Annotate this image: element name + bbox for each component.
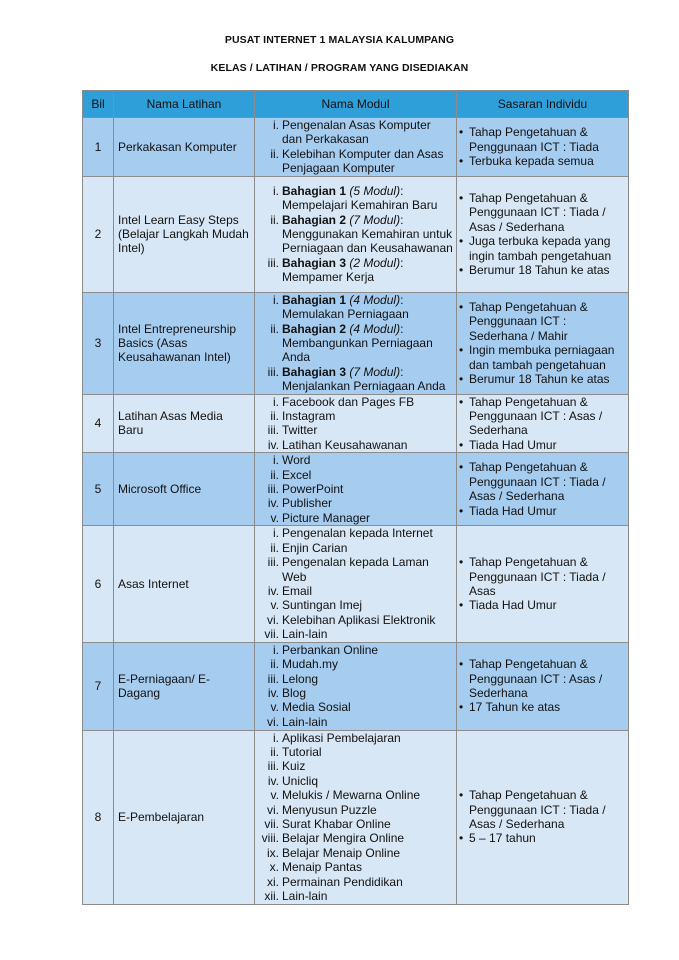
module-number: viii. bbox=[261, 831, 279, 846]
module-number: iv. bbox=[267, 773, 279, 788]
module-item bbox=[257, 686, 454, 700]
module-description: : Membangunkan Perniagaan Anda bbox=[282, 321, 433, 365]
target-item bbox=[459, 831, 626, 845]
module-item bbox=[257, 627, 454, 641]
table-row bbox=[83, 642, 629, 730]
bullet-icon: • bbox=[459, 831, 464, 846]
module-number: ii. bbox=[270, 745, 279, 759]
module-text bbox=[282, 365, 454, 394]
module-text: Pengenalan kepada Laman Web bbox=[282, 555, 429, 584]
module-count: (7 Modul) bbox=[349, 364, 401, 379]
target-text: 17 Tahun ke atas bbox=[469, 700, 561, 715]
target-item bbox=[459, 700, 626, 714]
target-list bbox=[459, 788, 626, 846]
module-text bbox=[282, 184, 454, 213]
module-text: Menaip Pantas bbox=[282, 860, 363, 875]
module-list bbox=[257, 453, 454, 525]
target-item bbox=[459, 395, 626, 438]
header-bil: Bil bbox=[83, 91, 114, 118]
module-item bbox=[257, 831, 454, 845]
target-list bbox=[459, 191, 626, 277]
module-section-label: Bahagian 1 bbox=[282, 292, 347, 307]
target-item bbox=[459, 788, 626, 831]
module-text: Tutorial bbox=[282, 745, 322, 759]
module-item bbox=[257, 293, 454, 322]
nama-modul-cell bbox=[255, 118, 457, 177]
module-description: : Menggunakan Kemahiran untuk Perniagaan dan Keusahawanan bbox=[282, 212, 453, 256]
nama-latihan-cell: E-Perniagaan/ E-Dagang bbox=[114, 642, 255, 730]
module-item bbox=[257, 511, 454, 525]
nama-latihan-cell: Intel Entrepreneurship Basics (Asas Keusahawanan Intel) bbox=[114, 292, 255, 394]
module-item bbox=[257, 860, 454, 874]
module-item bbox=[257, 745, 454, 759]
module-number: i. bbox=[273, 292, 279, 307]
module-text: Facebook dan Pages FB bbox=[282, 394, 415, 409]
module-description: : Menjalankan Perniagaan Anda bbox=[282, 364, 446, 394]
module-text: Unicliq bbox=[282, 773, 319, 788]
bullet-icon: • bbox=[459, 598, 464, 613]
sasaran-individu-cell bbox=[457, 642, 629, 730]
module-number: ii. bbox=[270, 467, 279, 482]
module-text: Enjin Carian bbox=[282, 540, 348, 555]
module-number: i. bbox=[273, 730, 279, 745]
sasaran-individu-cell bbox=[457, 394, 629, 453]
bullet-icon: • bbox=[459, 343, 464, 358]
target-list bbox=[459, 460, 626, 518]
target-text: Tahap Pengetahuan & Penggunaan ICT : Asas / Sederhana bbox=[469, 657, 603, 701]
module-text: Excel bbox=[282, 467, 312, 482]
module-number: iii. bbox=[267, 364, 279, 379]
sasaran-individu-cell bbox=[457, 526, 629, 642]
sasaran-individu-cell bbox=[457, 118, 629, 177]
target-item bbox=[459, 343, 626, 372]
module-item bbox=[257, 643, 454, 657]
module-text: Aplikasi Pembelajaran bbox=[282, 730, 401, 745]
bil-cell: 6 bbox=[83, 526, 114, 642]
bullet-icon: • bbox=[459, 125, 464, 140]
bil-cell: 5 bbox=[83, 453, 114, 526]
module-item bbox=[257, 731, 454, 745]
module-list bbox=[257, 293, 454, 394]
bil-cell: 1 bbox=[83, 118, 114, 177]
target-item bbox=[459, 555, 626, 598]
module-item bbox=[257, 453, 454, 467]
bil-cell: 3 bbox=[83, 292, 114, 394]
module-number: i. bbox=[273, 183, 279, 198]
module-section-label: Bahagian 2 bbox=[282, 212, 347, 227]
module-text: Picture Manager bbox=[282, 510, 371, 525]
nama-modul-cell bbox=[255, 642, 457, 730]
module-text: Publisher bbox=[282, 496, 333, 511]
module-text: Mudah.my bbox=[282, 657, 339, 672]
target-item bbox=[459, 263, 626, 277]
target-item bbox=[459, 372, 626, 386]
target-item bbox=[459, 460, 626, 503]
module-item bbox=[257, 541, 454, 555]
module-count: (7 Modul) bbox=[349, 212, 401, 227]
bil-cell: 7 bbox=[83, 642, 114, 730]
target-text: Tiada Had Umur bbox=[469, 503, 557, 518]
target-text: Berumur 18 Tahun ke atas bbox=[469, 371, 610, 386]
module-number: v. bbox=[270, 700, 279, 715]
table-row bbox=[83, 730, 629, 904]
module-number: xi. bbox=[267, 874, 279, 889]
nama-latihan-cell: Intel Learn Easy Steps (Belajar Langkah Mudah Intel) bbox=[114, 176, 255, 292]
module-item bbox=[257, 715, 454, 729]
module-number: iii. bbox=[267, 255, 279, 270]
module-number: iii. bbox=[267, 759, 279, 774]
module-number: iv. bbox=[267, 686, 279, 701]
module-item bbox=[257, 423, 454, 437]
bullet-icon: • bbox=[459, 555, 464, 570]
module-text: Word bbox=[282, 453, 311, 468]
target-item bbox=[459, 154, 626, 168]
module-text: Lain-lain bbox=[282, 627, 328, 642]
document-subtitle: KELAS / LATIHAN / PROGRAM YANG DISEDIAKAN bbox=[210, 62, 469, 74]
module-text: Latihan Keusahawanan bbox=[282, 437, 408, 452]
target-item bbox=[459, 504, 626, 518]
target-text: Tiada Had Umur bbox=[469, 437, 557, 452]
module-item bbox=[257, 788, 454, 802]
module-text: Kelebihan Aplikasi Elektronik bbox=[282, 612, 436, 627]
bullet-icon: • bbox=[459, 503, 464, 518]
module-number: iii. bbox=[267, 555, 279, 570]
sasaran-individu-cell bbox=[457, 730, 629, 904]
nama-modul-cell bbox=[255, 176, 457, 292]
table-row bbox=[83, 118, 629, 177]
module-text: Kuiz bbox=[282, 759, 306, 774]
module-number: vi. bbox=[267, 714, 279, 729]
module-text: Belajar Menaip Online bbox=[282, 845, 401, 860]
module-text: Instagram bbox=[282, 409, 336, 424]
module-list bbox=[257, 118, 454, 176]
module-count: (5 Modul) bbox=[349, 183, 401, 198]
module-text: Twitter bbox=[282, 423, 318, 438]
bullet-icon: • bbox=[459, 190, 464, 205]
module-section-label: Bahagian 3 bbox=[282, 255, 347, 270]
module-number: vi. bbox=[267, 612, 279, 627]
sasaran-individu-cell bbox=[457, 292, 629, 394]
module-item bbox=[257, 803, 454, 817]
table-row bbox=[83, 453, 629, 526]
module-number: i. bbox=[273, 526, 279, 541]
module-number: x. bbox=[269, 860, 279, 875]
nama-modul-cell bbox=[255, 526, 457, 642]
module-number: vii. bbox=[264, 627, 279, 642]
target-item bbox=[459, 657, 626, 700]
target-list bbox=[459, 125, 626, 168]
module-number: ii. bbox=[270, 321, 279, 336]
module-item bbox=[257, 875, 454, 889]
module-text bbox=[282, 256, 454, 285]
module-text: Blog bbox=[282, 686, 307, 701]
module-item bbox=[257, 438, 454, 452]
nama-latihan-cell: Perkakasan Komputer bbox=[114, 118, 255, 177]
target-list bbox=[459, 395, 626, 453]
nama-modul-cell bbox=[255, 453, 457, 526]
bullet-icon: • bbox=[459, 234, 464, 249]
module-text: Kelebihan Komputer dan Asas Penjagaan Komputer bbox=[282, 146, 444, 176]
module-text: Pengenalan kepada Internet bbox=[282, 526, 433, 541]
module-text: Media Sosial bbox=[282, 700, 351, 715]
bullet-icon: • bbox=[459, 299, 464, 314]
module-number: i. bbox=[273, 394, 279, 409]
target-text: Terbuka kepada semua bbox=[469, 154, 594, 169]
target-item bbox=[459, 125, 626, 154]
module-item bbox=[257, 147, 454, 176]
target-text: Tahap Pengetahuan & Penggunaan ICT : Tiada / Asas bbox=[469, 555, 606, 598]
table-header-row bbox=[83, 91, 629, 118]
module-number: iii. bbox=[267, 423, 279, 438]
nama-latihan-cell: Asas Internet bbox=[114, 526, 255, 642]
module-text: Belajar Mengira Online bbox=[282, 831, 405, 846]
target-text: Tahap Pengetahuan & Penggunaan ICT : Tiada / Asas / Sederhana bbox=[469, 190, 606, 234]
module-text bbox=[282, 293, 454, 322]
module-text: Lain-lain bbox=[282, 714, 328, 729]
table-row bbox=[83, 394, 629, 453]
module-list bbox=[257, 184, 454, 285]
module-number: xii. bbox=[264, 889, 279, 904]
module-text: Lelong bbox=[282, 671, 319, 686]
module-item bbox=[257, 700, 454, 714]
bullet-icon: • bbox=[459, 700, 464, 715]
target-text: 5 – 17 tahun bbox=[469, 831, 536, 846]
nama-latihan-cell: Microsoft Office bbox=[114, 453, 255, 526]
module-item bbox=[257, 118, 454, 147]
target-text: Tahap Pengetahuan & Penggunaan ICT : Tiada / Asas / Sederhana bbox=[469, 788, 606, 832]
bil-cell: 2 bbox=[83, 176, 114, 292]
module-item bbox=[257, 184, 454, 213]
table-row bbox=[83, 292, 629, 394]
target-list bbox=[459, 555, 626, 613]
module-text bbox=[282, 213, 454, 256]
document-title: PUSAT INTERNET 1 MALAYSIA KALUMPANG bbox=[224, 34, 455, 46]
bullet-icon: • bbox=[459, 394, 464, 409]
module-number: v. bbox=[270, 598, 279, 613]
module-text: Lain-lain bbox=[282, 889, 328, 904]
course-table bbox=[82, 90, 629, 905]
module-text: Menyusun Puzzle bbox=[282, 802, 377, 817]
bil-cell: 8 bbox=[83, 730, 114, 904]
module-description: : Mempelajari Kemahiran Baru bbox=[282, 183, 438, 213]
module-description: : Mempamer Kerja bbox=[282, 255, 404, 285]
module-number: v. bbox=[270, 788, 279, 803]
module-count: (2 Modul) bbox=[349, 255, 401, 270]
bullet-icon: • bbox=[459, 437, 464, 452]
target-item bbox=[459, 191, 626, 234]
module-list bbox=[257, 643, 454, 729]
module-item bbox=[257, 613, 454, 627]
module-number: ii. bbox=[270, 409, 279, 424]
nama-modul-cell bbox=[255, 394, 457, 453]
module-item bbox=[257, 322, 454, 365]
module-item bbox=[257, 526, 454, 540]
nama-latihan-cell: Latihan Asas Media Baru bbox=[114, 394, 255, 453]
module-number: i. bbox=[273, 453, 279, 468]
module-number: ii. bbox=[270, 657, 279, 672]
sasaran-individu-cell bbox=[457, 176, 629, 292]
nama-modul-cell bbox=[255, 292, 457, 394]
module-item bbox=[257, 584, 454, 598]
module-number: ii. bbox=[270, 212, 279, 227]
module-section-label: Bahagian 2 bbox=[282, 321, 347, 336]
module-text: PowerPoint bbox=[282, 482, 344, 497]
module-list bbox=[257, 526, 454, 641]
module-description: : Memulakan Perniagaan bbox=[282, 292, 409, 322]
module-item bbox=[257, 759, 454, 773]
header-sasaran-individu: Sasaran Individu bbox=[457, 91, 629, 118]
module-section-label: Bahagian 1 bbox=[282, 183, 347, 198]
module-number: iv. bbox=[267, 583, 279, 598]
target-item bbox=[459, 598, 626, 612]
module-list bbox=[257, 395, 454, 453]
module-item bbox=[257, 213, 454, 256]
header-nama-latihan: Nama Latihan bbox=[114, 91, 255, 118]
module-number: vii. bbox=[264, 817, 279, 832]
bullet-icon: • bbox=[459, 262, 464, 277]
module-text: Suntingan Imej bbox=[282, 598, 363, 613]
module-item bbox=[257, 889, 454, 903]
bullet-icon: • bbox=[459, 154, 464, 169]
target-text: Tiada Had Umur bbox=[469, 598, 557, 613]
bullet-icon: • bbox=[459, 788, 464, 803]
module-item bbox=[257, 598, 454, 612]
target-list bbox=[459, 657, 626, 715]
header-nama-modul: Nama Modul bbox=[255, 91, 457, 118]
target-item bbox=[459, 438, 626, 452]
module-number: iii. bbox=[267, 671, 279, 686]
module-item bbox=[257, 409, 454, 423]
module-number: ii. bbox=[270, 146, 279, 161]
module-text: Surat Khabar Online bbox=[282, 817, 391, 832]
module-item bbox=[257, 817, 454, 831]
module-number: i. bbox=[273, 642, 279, 657]
bullet-icon: • bbox=[459, 371, 464, 386]
target-text: Tahap Pengetahuan & Penggunaan ICT : Asas / Sederhana bbox=[469, 394, 603, 438]
module-list bbox=[257, 731, 454, 904]
module-text: Email bbox=[282, 583, 313, 598]
module-text: Melukis / Mewarna Online bbox=[282, 788, 421, 803]
module-item bbox=[257, 365, 454, 394]
target-text: Tahap Pengetahuan & Penggunaan ICT : Sederhana / Mahir bbox=[469, 299, 588, 343]
module-item bbox=[257, 672, 454, 686]
module-item bbox=[257, 256, 454, 285]
module-number: v. bbox=[270, 510, 279, 525]
module-text: Permainan Pendidikan bbox=[282, 874, 403, 889]
module-number: vi. bbox=[267, 802, 279, 817]
table-row bbox=[83, 176, 629, 292]
target-text: Tahap Pengetahuan & Penggunaan ICT : Tiada bbox=[469, 125, 599, 154]
module-number: ix. bbox=[267, 845, 279, 860]
target-text: Tahap Pengetahuan & Penggunaan ICT : Tiada / Asas / Sederhana bbox=[469, 460, 606, 504]
target-item bbox=[459, 234, 626, 263]
bullet-icon: • bbox=[459, 460, 464, 475]
module-number: ii. bbox=[270, 540, 279, 555]
sasaran-individu-cell bbox=[457, 453, 629, 526]
target-text: Ingin membuka perniagaan dan tambah pengetahuan bbox=[469, 343, 615, 372]
target-text: Berumur 18 Tahun ke atas bbox=[469, 262, 610, 277]
module-text: Pengenalan Asas Komputer dan Perkakasan bbox=[282, 118, 431, 147]
module-item bbox=[257, 774, 454, 788]
module-item bbox=[257, 657, 454, 671]
table-row bbox=[83, 526, 629, 642]
module-count: (4 Modul) bbox=[349, 292, 401, 307]
target-item bbox=[459, 300, 626, 343]
table-body bbox=[83, 118, 629, 905]
nama-latihan-cell: E-Pembelajaran bbox=[114, 730, 255, 904]
module-text: Perbankan Online bbox=[282, 642, 379, 657]
bullet-icon: • bbox=[459, 657, 464, 672]
target-list bbox=[459, 300, 626, 386]
module-number: iv. bbox=[267, 437, 279, 452]
module-number: iii. bbox=[267, 482, 279, 497]
module-section-label: Bahagian 3 bbox=[282, 364, 347, 379]
module-item bbox=[257, 846, 454, 860]
module-number: iv. bbox=[267, 496, 279, 511]
module-item bbox=[257, 395, 454, 409]
bil-cell: 4 bbox=[83, 394, 114, 453]
module-text bbox=[282, 322, 454, 365]
target-text: Juga terbuka kepada yang ingin tambah pengetahuan bbox=[469, 234, 612, 263]
module-count: (4 Modul) bbox=[349, 321, 401, 336]
module-item bbox=[257, 468, 454, 482]
nama-modul-cell bbox=[255, 730, 457, 904]
module-item bbox=[257, 482, 454, 496]
module-item bbox=[257, 496, 454, 510]
module-number: i. bbox=[273, 118, 279, 132]
module-item bbox=[257, 555, 454, 584]
